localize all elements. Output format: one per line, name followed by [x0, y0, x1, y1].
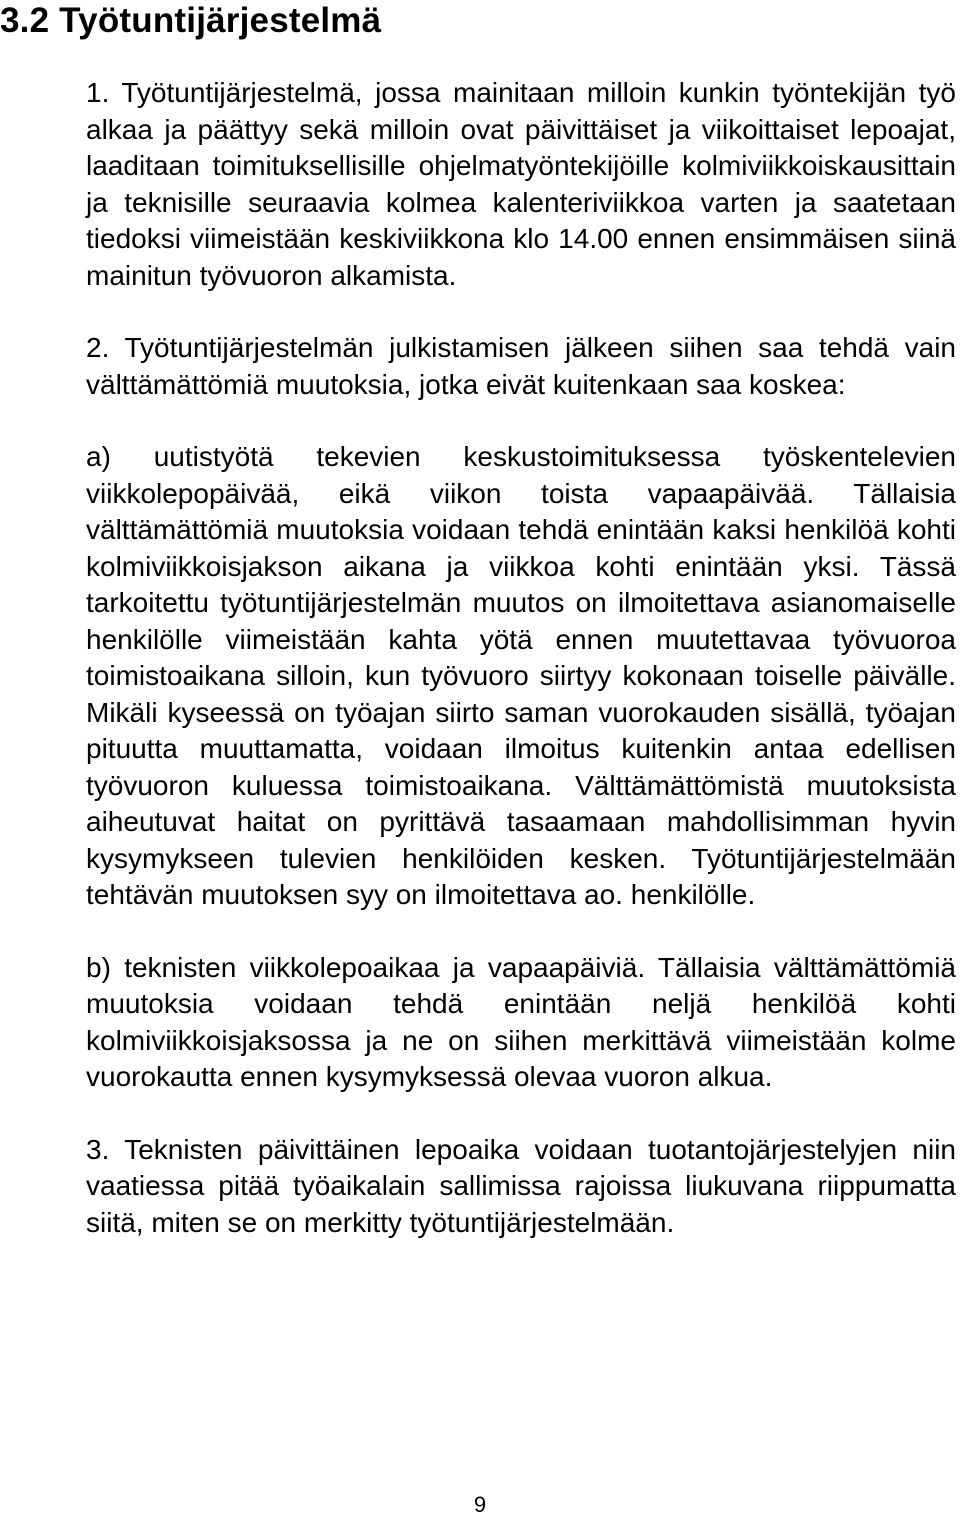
section-heading: 3.2 Työtuntijärjestelmä	[0, 1, 382, 40]
paragraph-2b: b) teknisten viikkolepoaikaa ja vapaapäiviä. Tällaisia välttämättömiä muutoksia voidaan tehdä enintään neljä henkilöä kohti kolmiviikkoisjaksossa ja ne on siihen merkittävä viimeistään kolme vuorokautta ennen kysymyksessä olevaa vuoron alkua.	[86, 951, 956, 1092]
paragraph-3: 3. Teknisten päivittäinen lepoaika voidaan tuotantojärjestelyjen niin vaatiessa pitää työaikalain sallimissa rajoissa liukuvana riippumatta siitä, miten se on merkitty työtuntijärjestelmään.	[86, 1133, 956, 1238]
document-body	[86, 75, 956, 1241]
page-number: 9	[473, 1492, 487, 1517]
paragraph-2: 2. Työtuntijärjestelmän julkistamisen jälkeen siihen saa tehdä vain välttämättömiä muutoksia, jotka eivät kuitenkaan saa koskea:	[86, 332, 956, 400]
paragraph-1: 1. Työtuntijärjestelmä, jossa mainitaan milloin kunkin työntekijän työ alkaa ja päättyy sekä milloin ovat päivittäiset ja viikoittaiset lepoajat, laaditaan toimituksellisille ohjelmatyöntekijöille kolmiviikkoiskausittain ja teknisille seuraavia kolmea kalenteriviikkoa varten ja saatetaan tiedoksi viimeistään keskiviikkona klo 14.00 ennen ensimmäisen siinä mainitun työvuoron alkamista.	[86, 77, 956, 291]
paragraph-2a: a) uutistyötä tekevien keskustoimituksessa työskentelevien viikkolepopäivää, eikä viikon toista vapaapäivää. Tällaisia välttämättömiä muutoksia voidaan tehdä enintään kaksi henkilöä kohti kolmiviikkoisjakson aikana ja viikkoa kohti enintään yksi. Tässä tarkoitettu työtuntijärjestelmän muutos on ilmoitettava asianomaiselle henkilölle viimeistään kahta yötä ennen muutettavaa työvuoroa toimistoaikana silloin, kun työvuoro siirtyy kokonaan toiselle päivälle. Mikäli kyseessä on työajan siirto saman vuorokauden sisällä, työajan pituutta muuttamatta, voidaan ilmoitus kuitenkin antaa edellisen työvuoron kuluessa toimistoaikana. Välttämättömistä muutoksista aiheutuvat haitat on pyrittävä tasaamaan mahdollisimman hyvin kysymykseen tulevien henkilöiden kesken. Työtuntijärjestelmään tehtävän muutoksen syy on ilmoitettava ao. henkilölle.	[86, 441, 956, 910]
